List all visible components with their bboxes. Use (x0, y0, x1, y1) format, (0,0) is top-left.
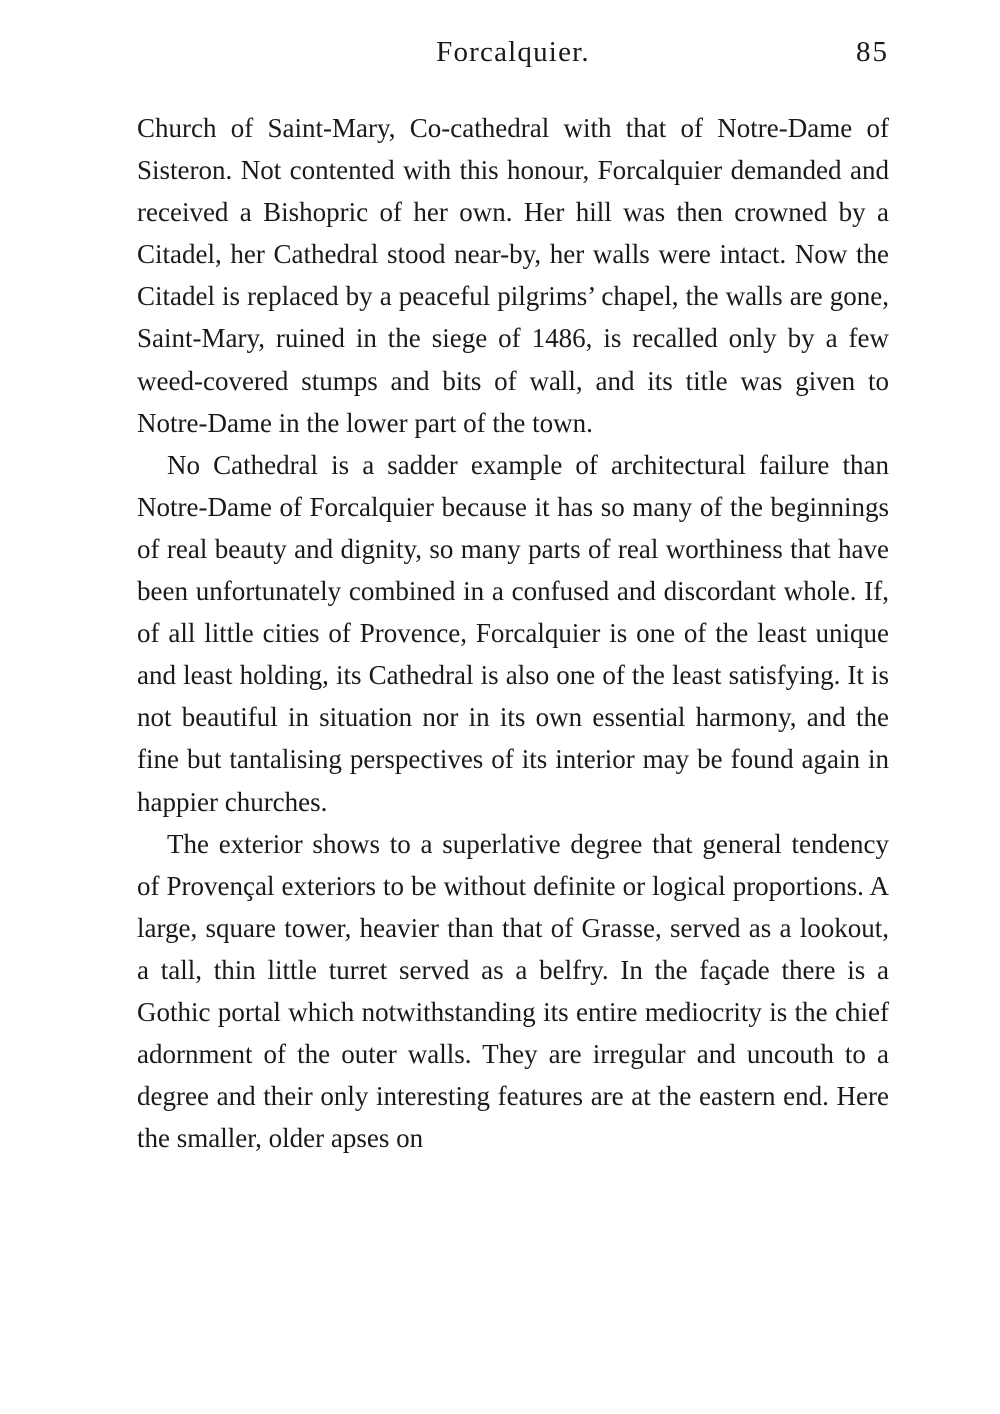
paragraph-exterior: The exterior shows to a superlative degree that general tendency of Provençal exteriors to be without definite or logical proportions. A large, square tower, heavier than that of Grasse, served as a lookout, a tall, thin little turret served as a belfry. In the façade there is a Gothic portal which notwithstanding its entire mediocrity is the chief adornment of the outer walls. They are irregular and uncouth to a degree and their only interesting features are at the eastern end. Here the smaller, older apses on (137, 828, 889, 1154)
paragraph-cathedral-failure: No Cathedral is a sadder example of architectural failure than Notre-Dame of Forcalquier because it has so many of the beginnings of real beauty and dignity, so many parts of real worthiness that have been unfortunately combined in a confused and discordant whole. If, of all little cities of Provence, Forcalquier is one of the least unique and least holding, its Cathedral is also one of the least satisfying. It is not beautiful in situation nor in its own essential harmony, and the fine but tantalising perspectives of its interior may be found again in happier churches. (137, 449, 889, 817)
page-number: 85 (856, 36, 889, 68)
page-title: Forcalquier. (436, 36, 590, 68)
paragraph-continued: Church of Saint-Mary, Co-cathedral with that of Notre-Dame of Sisteron. Not contented with this honour, Forcalquier demanded and received a Bishopric of her own. Her hill was then crowned by a Citadel, her Cathedral stood near-by, her walls were intact. Now the Citadel is replaced by a peaceful pilgrims’ chapel, the walls are gone, Saint-Mary, ruined in the siege of 1486, is recalled only by a few weed-covered stumps and bits of wall, and its title was given to Notre-Dame in the lower part of the town. (137, 113, 889, 438)
body-text (137, 107, 889, 1159)
running-head (137, 30, 889, 74)
